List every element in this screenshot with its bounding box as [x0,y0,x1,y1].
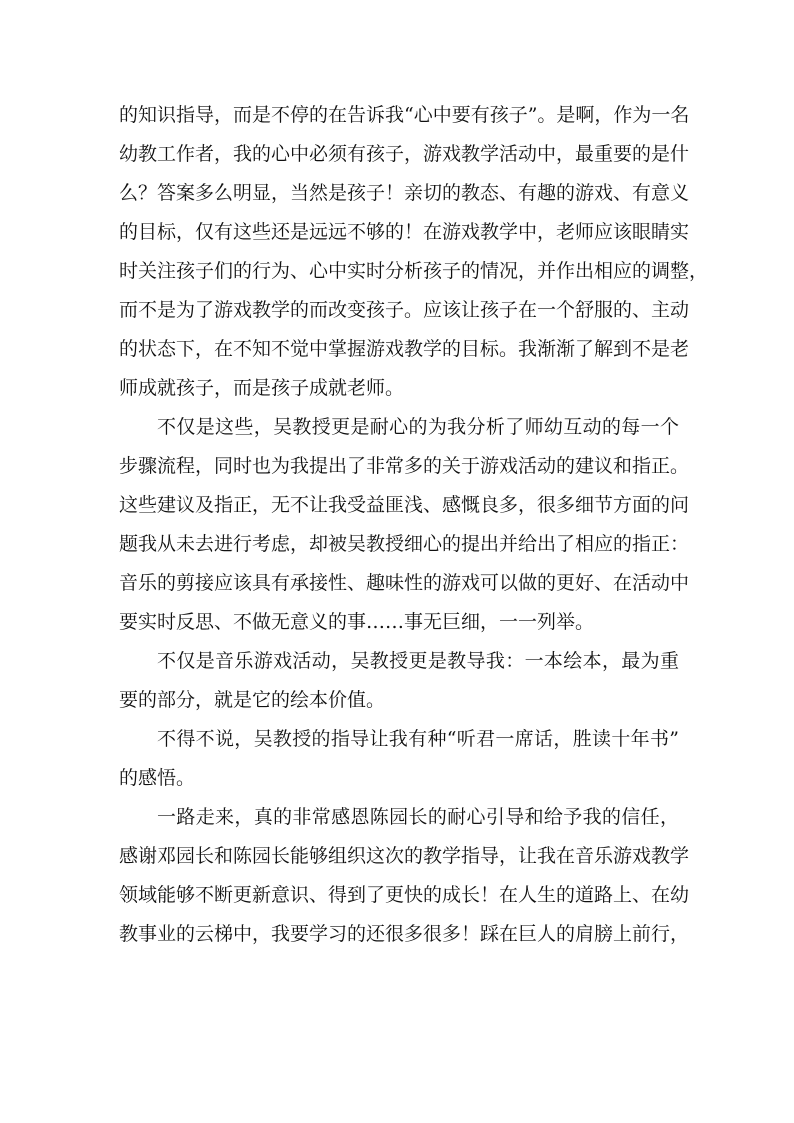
text-line: 一路走来，真的非常感恩陈园长的耐心引导和给予我的信任， [157,806,679,828]
text-line: 师成就孩子，而是孩子成就老师。 [119,377,405,399]
text-line: 的知识指导，而是不停的在告诉我“心中要有孩子”。是啊，作为一名 [119,104,690,126]
text-line: 不仅是音乐游戏活动，吴教授更是教导我：一本绘本，最为重 [157,650,679,672]
text-line: 的目标，仅有这些还是远远不够的！在游戏教学中，老师应该眼睛实 [119,221,690,243]
text-line: 步骤流程，同时也为我提出了非常多的关于游戏活动的建议和指正。 [119,455,690,477]
text-line: 的感悟。 [119,767,196,789]
body-text [119,96,709,954]
text-line: 音乐的剪接应该具有承接性、趣味性的游戏可以做的更好、在活动中 [119,572,690,594]
text-line: 的状态下，在不知不觉中掌握游戏教学的目标。我渐渐了解到不是老 [119,338,690,360]
text-line: 么？答案多么明显，当然是孩子！亲切的教态、有趣的游戏、有意义 [119,182,690,204]
text-line: 教事业的云梯中，我要学习的还很多很多！踩在巨人的肩膀上前行， [119,923,690,945]
text-line: 要实时反思、不做无意义的事……事无巨细，一一列举。 [119,611,595,633]
text-line: 而不是为了游戏教学的而改变孩子。应该让孩子在一个舒服的、主动 [119,299,690,321]
text-line: 时关注孩子们的行为、心中实时分析孩子的情况，并作出相应的调整， [119,260,709,282]
text-line: 要的部分，就是它的绘本价值。 [119,689,386,711]
text-line: 不仅是这些，吴教授更是耐心的为我分析了师幼互动的每一个 [157,416,679,438]
text-line: 感谢邓园长和陈园长能够组织这次的教学指导，让我在音乐游戏教学 [119,845,690,867]
text-line: 不得不说，吴教授的指导让我有种“听君一席话，胜读十年书” [157,728,679,750]
text-line: 领域能够不断更新意识、得到了更快的成长！在人生的道路上、在幼 [119,884,690,906]
text-line: 题我从未去进行考虑，却被吴教授细心的提出并给出了相应的指正： [119,533,690,555]
text-line: 这些建议及指正，无不让我受益匪浅、感慨良多，很多细节方面的问 [119,494,690,516]
text-line: 幼教工作者，我的心中必须有孩子，游戏教学活动中，最重要的是什 [119,143,690,165]
